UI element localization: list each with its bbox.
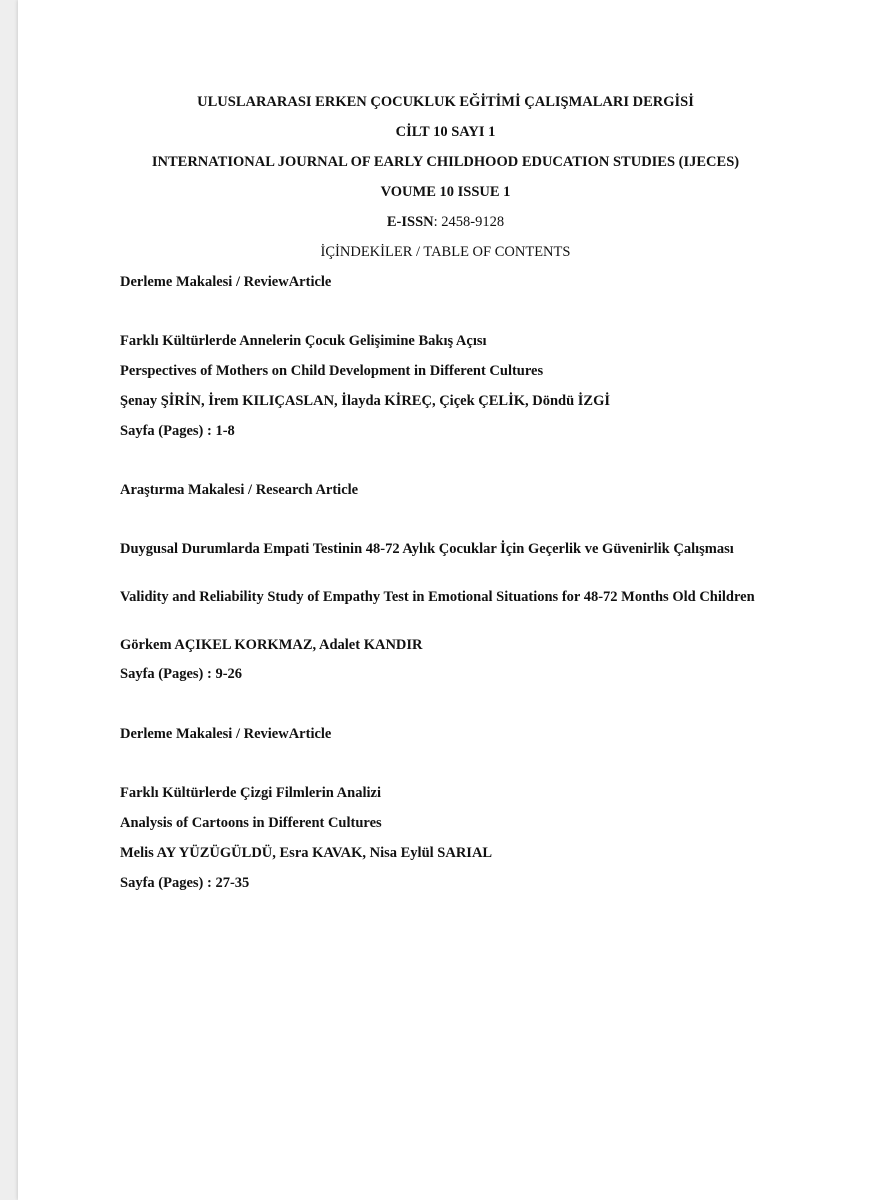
article-2-title-tr: Duygusal Durumlarda Empati Testinin 48-72 Aylık Çocuklar İçin Geçerlik ve Güvenirlik Çalışması xyxy=(120,541,734,557)
article-2-type: Araştırma Makalesi / Research Article xyxy=(120,482,359,498)
issn-value: : 2458-9128 xyxy=(433,214,505,230)
article-1-title-en: Perspectives of Mothers on Child Development in Different Cultures xyxy=(120,363,544,379)
article-1-authors: Şenay ŞİRİN, İrem KILIÇASLAN, İlayda KİREÇ, Çiçek ÇELİK, Döndü İZGİ xyxy=(120,393,611,409)
article-1-title-tr: Farklı Kültürlerde Annelerin Çocuk Gelişimine Bakış Açısı xyxy=(120,333,487,349)
journal-title-en: INTERNATIONAL JOURNAL OF EARLY CHILDHOOD EDUCATION STUDIES (IJECES) xyxy=(151,154,740,170)
issn-label: E-ISSN xyxy=(386,214,434,230)
journal-issn xyxy=(0,213,891,231)
article-2-authors: Görkem AÇIKEL KORKMAZ, Adalet KANDIR xyxy=(120,637,423,653)
article-3-authors: Melis AY YÜZÜGÜLDÜ, Esra KAVAK, Nisa Eylül SARIAL xyxy=(120,845,493,861)
journal-title-tr: ULUSLARARASI ERKEN ÇOCUKLUK EĞİTİMİ ÇALIŞMALARI DERGİSİ xyxy=(197,94,694,110)
article-1-type: Derleme Makalesi / ReviewArticle xyxy=(120,274,332,290)
article-3-pages: Sayfa (Pages) : 27-35 xyxy=(120,875,250,891)
article-2-pages: Sayfa (Pages) : 9-26 xyxy=(120,666,243,682)
article-3-type: Derleme Makalesi / ReviewArticle xyxy=(120,726,332,742)
journal-volume-en: VOUME 10 ISSUE 1 xyxy=(380,184,511,200)
article-3-title-tr: Farklı Kültürlerde Çizgi Filmlerin Analizi xyxy=(120,785,381,801)
toc-heading: İÇİNDEKİLER / TABLE OF CONTENTS xyxy=(320,244,571,260)
article-2-title-en: Validity and Reliability Study of Empathy Test in Emotional Situations for 48-72 Months Old Children xyxy=(120,589,755,605)
article-1-pages: Sayfa (Pages) : 1-8 xyxy=(120,423,235,439)
journal-volume-tr: CİLT 10 SAYI 1 xyxy=(395,124,496,140)
article-3-title-en: Analysis of Cartoons in Different Cultures xyxy=(120,815,382,831)
